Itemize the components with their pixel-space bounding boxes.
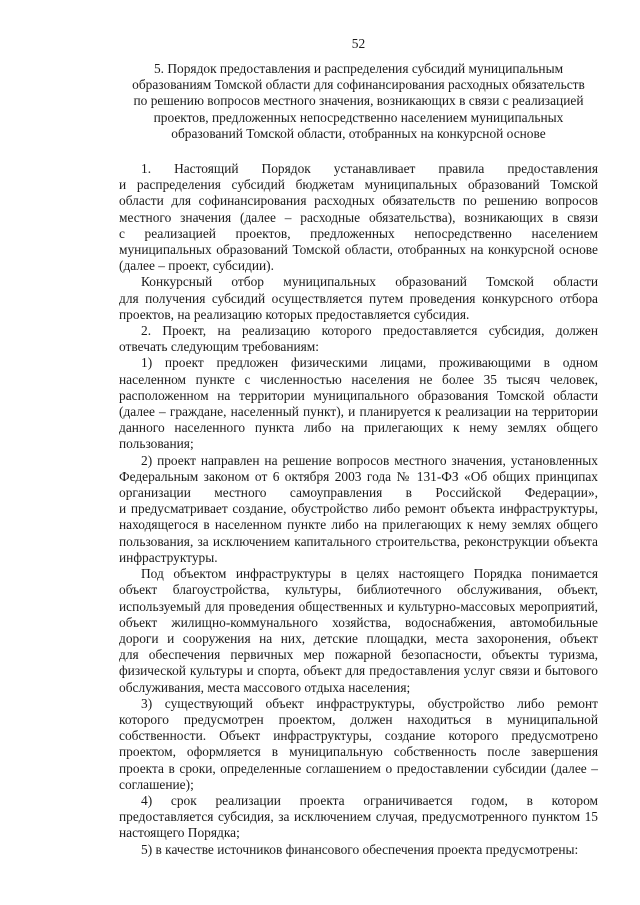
paragraph-line: 1. Настоящий Порядок устанавливает правила предоставления	[141, 161, 598, 177]
paragraph-line: пользования, за исключением капитального строительства, реконструкции объекта	[119, 533, 598, 549]
paragraph-line: для получения субсидий осуществляется путем проведения конкурсного отбора	[119, 290, 598, 306]
paragraph-line: 2. Проект, на реализацию которого предоставляется субсидия, должен	[141, 323, 598, 339]
paragraph-line: предоставляется субсидия, за исключением случая, предусмотренного пунктом 15	[119, 809, 598, 825]
paragraph-line: расположенном на территории муниципального образования Томской области	[119, 387, 598, 403]
paragraph-line: объект благоустройства, культуры, библиотечного обслуживания, объект,	[119, 582, 598, 598]
paragraph	[119, 842, 598, 858]
paragraph-line: области для софинансирования расходных обязательств по решению вопросов	[119, 193, 598, 209]
paragraph-line: соглашение);	[119, 776, 194, 792]
paragraph-line: для обеспечения первичных мер пожарной безопасности, объекты туризма,	[119, 647, 598, 663]
paragraph-line: Под объектом инфраструктуры в целях настоящего Порядка понимается	[141, 566, 598, 582]
paragraph-line: объект жилищно-коммунального хозяйства, водоснабжения, автомобильные	[119, 614, 598, 630]
paragraph-line: организации местного самоуправления в Российской Федерации»,	[119, 485, 598, 501]
paragraph-line: обслуживания, места массового отдыха населения;	[119, 679, 411, 695]
paragraph	[119, 274, 598, 323]
paragraph	[119, 696, 598, 793]
document-body	[119, 161, 598, 858]
paragraph-line: дороги и сооружения на них, детские площадки, места захоронения, объект	[119, 630, 598, 646]
title-line: 5. Порядок предоставления и распределения субсидий муниципальным	[153, 61, 564, 76]
paragraph-line: отвечать следующим требованиям:	[119, 339, 320, 355]
paragraph-line: 5) в качестве источников финансового обеспечения проекта предусмотрены:	[141, 841, 579, 857]
paragraph-line: 4) срок реализации проекта ограничивается годом, в котором	[141, 792, 598, 808]
paragraph	[119, 323, 598, 355]
title-line: образованиям Томской области для софинансирования расходных обязательств	[132, 77, 585, 93]
paragraph-line: проектом, оформляется в муниципальную собственность после завершения	[119, 744, 598, 760]
title-line: проектов, предложенных непосредственно населением муниципальных	[153, 109, 564, 125]
paragraph-line: данного населенного пункта либо на прилегающих к нему землях общего	[119, 420, 598, 436]
title-line: по решению вопросов местного значения, возникающих в связи с реализацией	[133, 93, 584, 109]
paragraph-line: проекта в сроки, определенные соглашением о предоставлении субсидии (далее –	[119, 760, 598, 776]
paragraph-line: которого предусмотрен проектом, должен находиться в муниципальной	[119, 711, 598, 727]
paragraph	[119, 793, 598, 842]
section-title	[119, 61, 598, 142]
paragraph-line: проектов, на реализацию которых предоставляется субсидия.	[119, 306, 470, 322]
paragraph	[119, 161, 598, 274]
page-number: 52	[351, 36, 366, 51]
paragraph	[119, 453, 598, 566]
paragraph-line: Конкурсный отбор муниципальных образований Томской области	[141, 274, 598, 290]
paragraph-line: (далее – граждане, населенный пункт), и планируется к реализации на территории	[119, 404, 598, 420]
paragraph-line: 1) проект предложен физическими лицами, проживающими в одном	[141, 355, 598, 371]
paragraph-line: используемый для проведения общественных и культурно-массовых мероприятий,	[119, 598, 598, 614]
paragraph-line: пользования;	[119, 436, 194, 452]
paragraph-line: (далее – проект, субсидии).	[119, 258, 274, 274]
paragraph-line: физической культуры и спорта, объект для предоставления услуг связи и бытового	[119, 663, 598, 679]
paragraph-line: 2) проект направлен на решение вопросов местного значения, установленных	[141, 452, 598, 468]
paragraph-line: 3) существующий объект инфраструктуры, обустройство либо ремонт	[141, 695, 598, 711]
title-line: образований Томской области, отобранных на конкурсной основе	[171, 125, 546, 141]
paragraph	[119, 355, 598, 452]
paragraph	[119, 566, 598, 696]
paragraph-line: Федеральным законом от 6 октября 2003 года № 131-ФЗ «Об общих принципах	[119, 468, 598, 484]
paragraph-line: и распределения субсидий бюджетам муниципальных образований Томской	[119, 177, 598, 193]
paragraph-line: населенном пункте с численностью населения не более 35 тысяч человек,	[119, 371, 598, 387]
paragraph-line: местного значения (далее – расходные обязательства), возникающих в связи	[119, 209, 598, 225]
paragraph-line: муниципальных образований Томской области, отобранных на конкурсной основе	[119, 242, 598, 258]
paragraph-line: находящегося в населенном пункте либо на прилегающих к нему землях общего	[119, 517, 598, 533]
paragraph-line: собственности. Объект инфраструктуры, создание которого предусмотрено	[119, 728, 598, 744]
paragraph-line: настоящего Порядка;	[119, 825, 240, 841]
paragraph-line: инфраструктуры.	[119, 549, 218, 565]
paragraph-line: и предусматривает создание, обустройство либо ремонт объекта инфраструктуры,	[119, 501, 598, 517]
paragraph-line: с реализацией проектов, предложенных непосредственно населением	[119, 225, 598, 241]
